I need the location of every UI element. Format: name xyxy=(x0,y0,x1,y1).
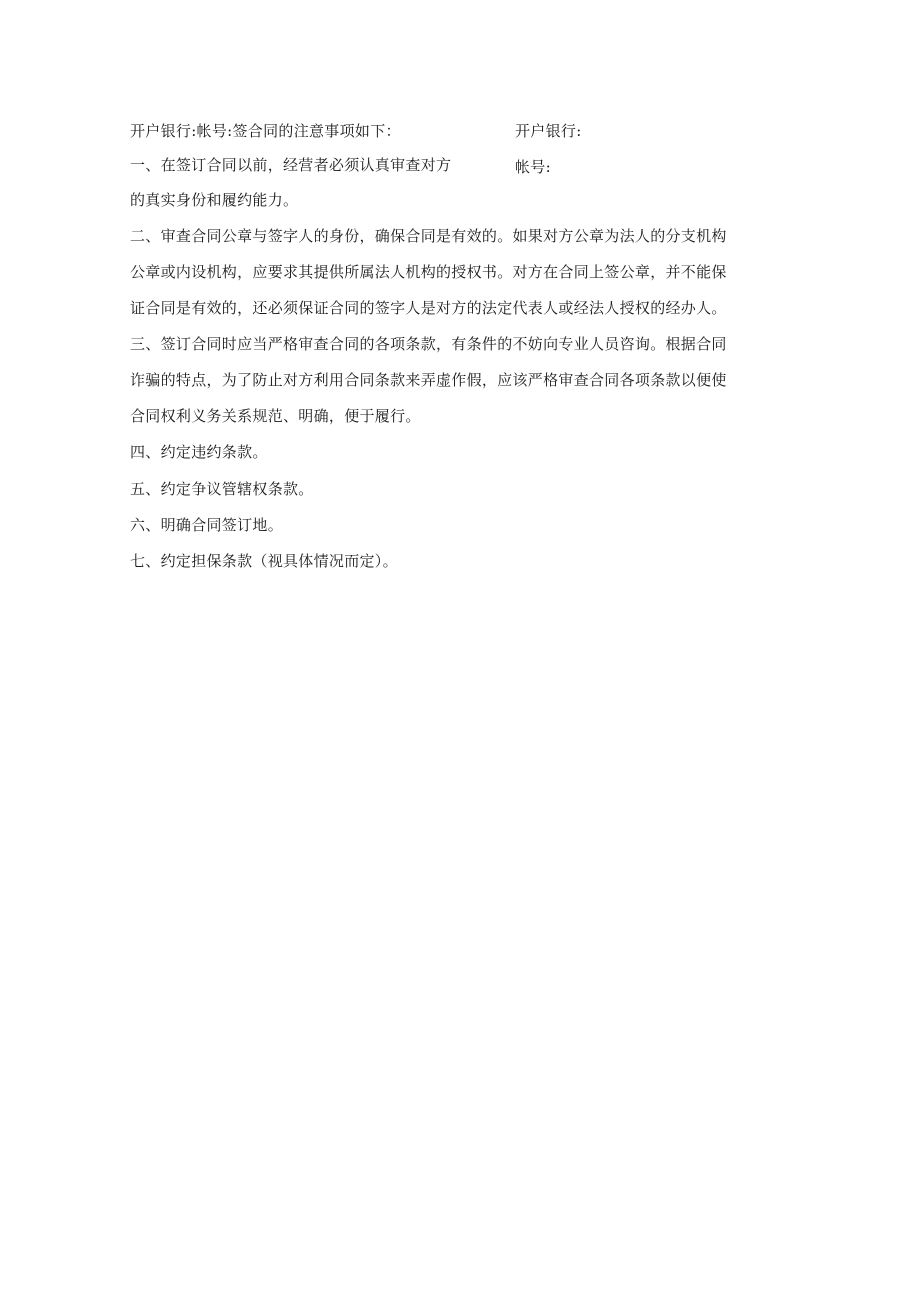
clause-6: 六、明确合同签订地。 xyxy=(130,516,284,534)
clause-2-line-1: 二、审查合同公章与签字人的身份，确保合同是有效的。如果对方公章为法人的分支机构 xyxy=(130,227,727,245)
header-left-text: 开户银行:帐号:签合同的注意事项如下： xyxy=(130,122,401,140)
clause-2-line-2: 公章或内设机构，应要求其提供所属法人机构的授权书。对方在合同上签公章，并不能保 xyxy=(130,263,727,281)
clause-1-line-1: 一、在签订合同以前，经营者必须认真审查对方 xyxy=(130,156,452,174)
clause-3-line-1: 三、签订合同时应当严格审查合同的各项条款，有条件的不妨向专业人员咨询。根据合同 xyxy=(130,335,727,353)
clause-2-line-3: 证合同是有效的，还必须保证合同的签字人是对方的法定代表人或经法人授权的经办人。 xyxy=(130,299,727,317)
clause-1-line-2: 的真实身份和履约能力。 xyxy=(130,191,299,209)
clause-3-line-2: 诈骗的特点，为了防止对方利用合同条款来弄虚作假，应该严格审查合同各项条款以便使 xyxy=(130,371,727,389)
clause-4: 四、约定违约条款。 xyxy=(130,443,268,461)
header-account-label: 帐号: xyxy=(515,158,551,176)
header-bank-label: 开户银行: xyxy=(515,122,582,140)
clause-7: 七、约定担保条款（视具体情况而定）。 xyxy=(130,552,398,570)
clause-3-line-3: 合同权利义务关系规范、明确，便于履行。 xyxy=(130,407,421,425)
clause-5: 五、约定争议管辖权条款。 xyxy=(130,480,314,498)
